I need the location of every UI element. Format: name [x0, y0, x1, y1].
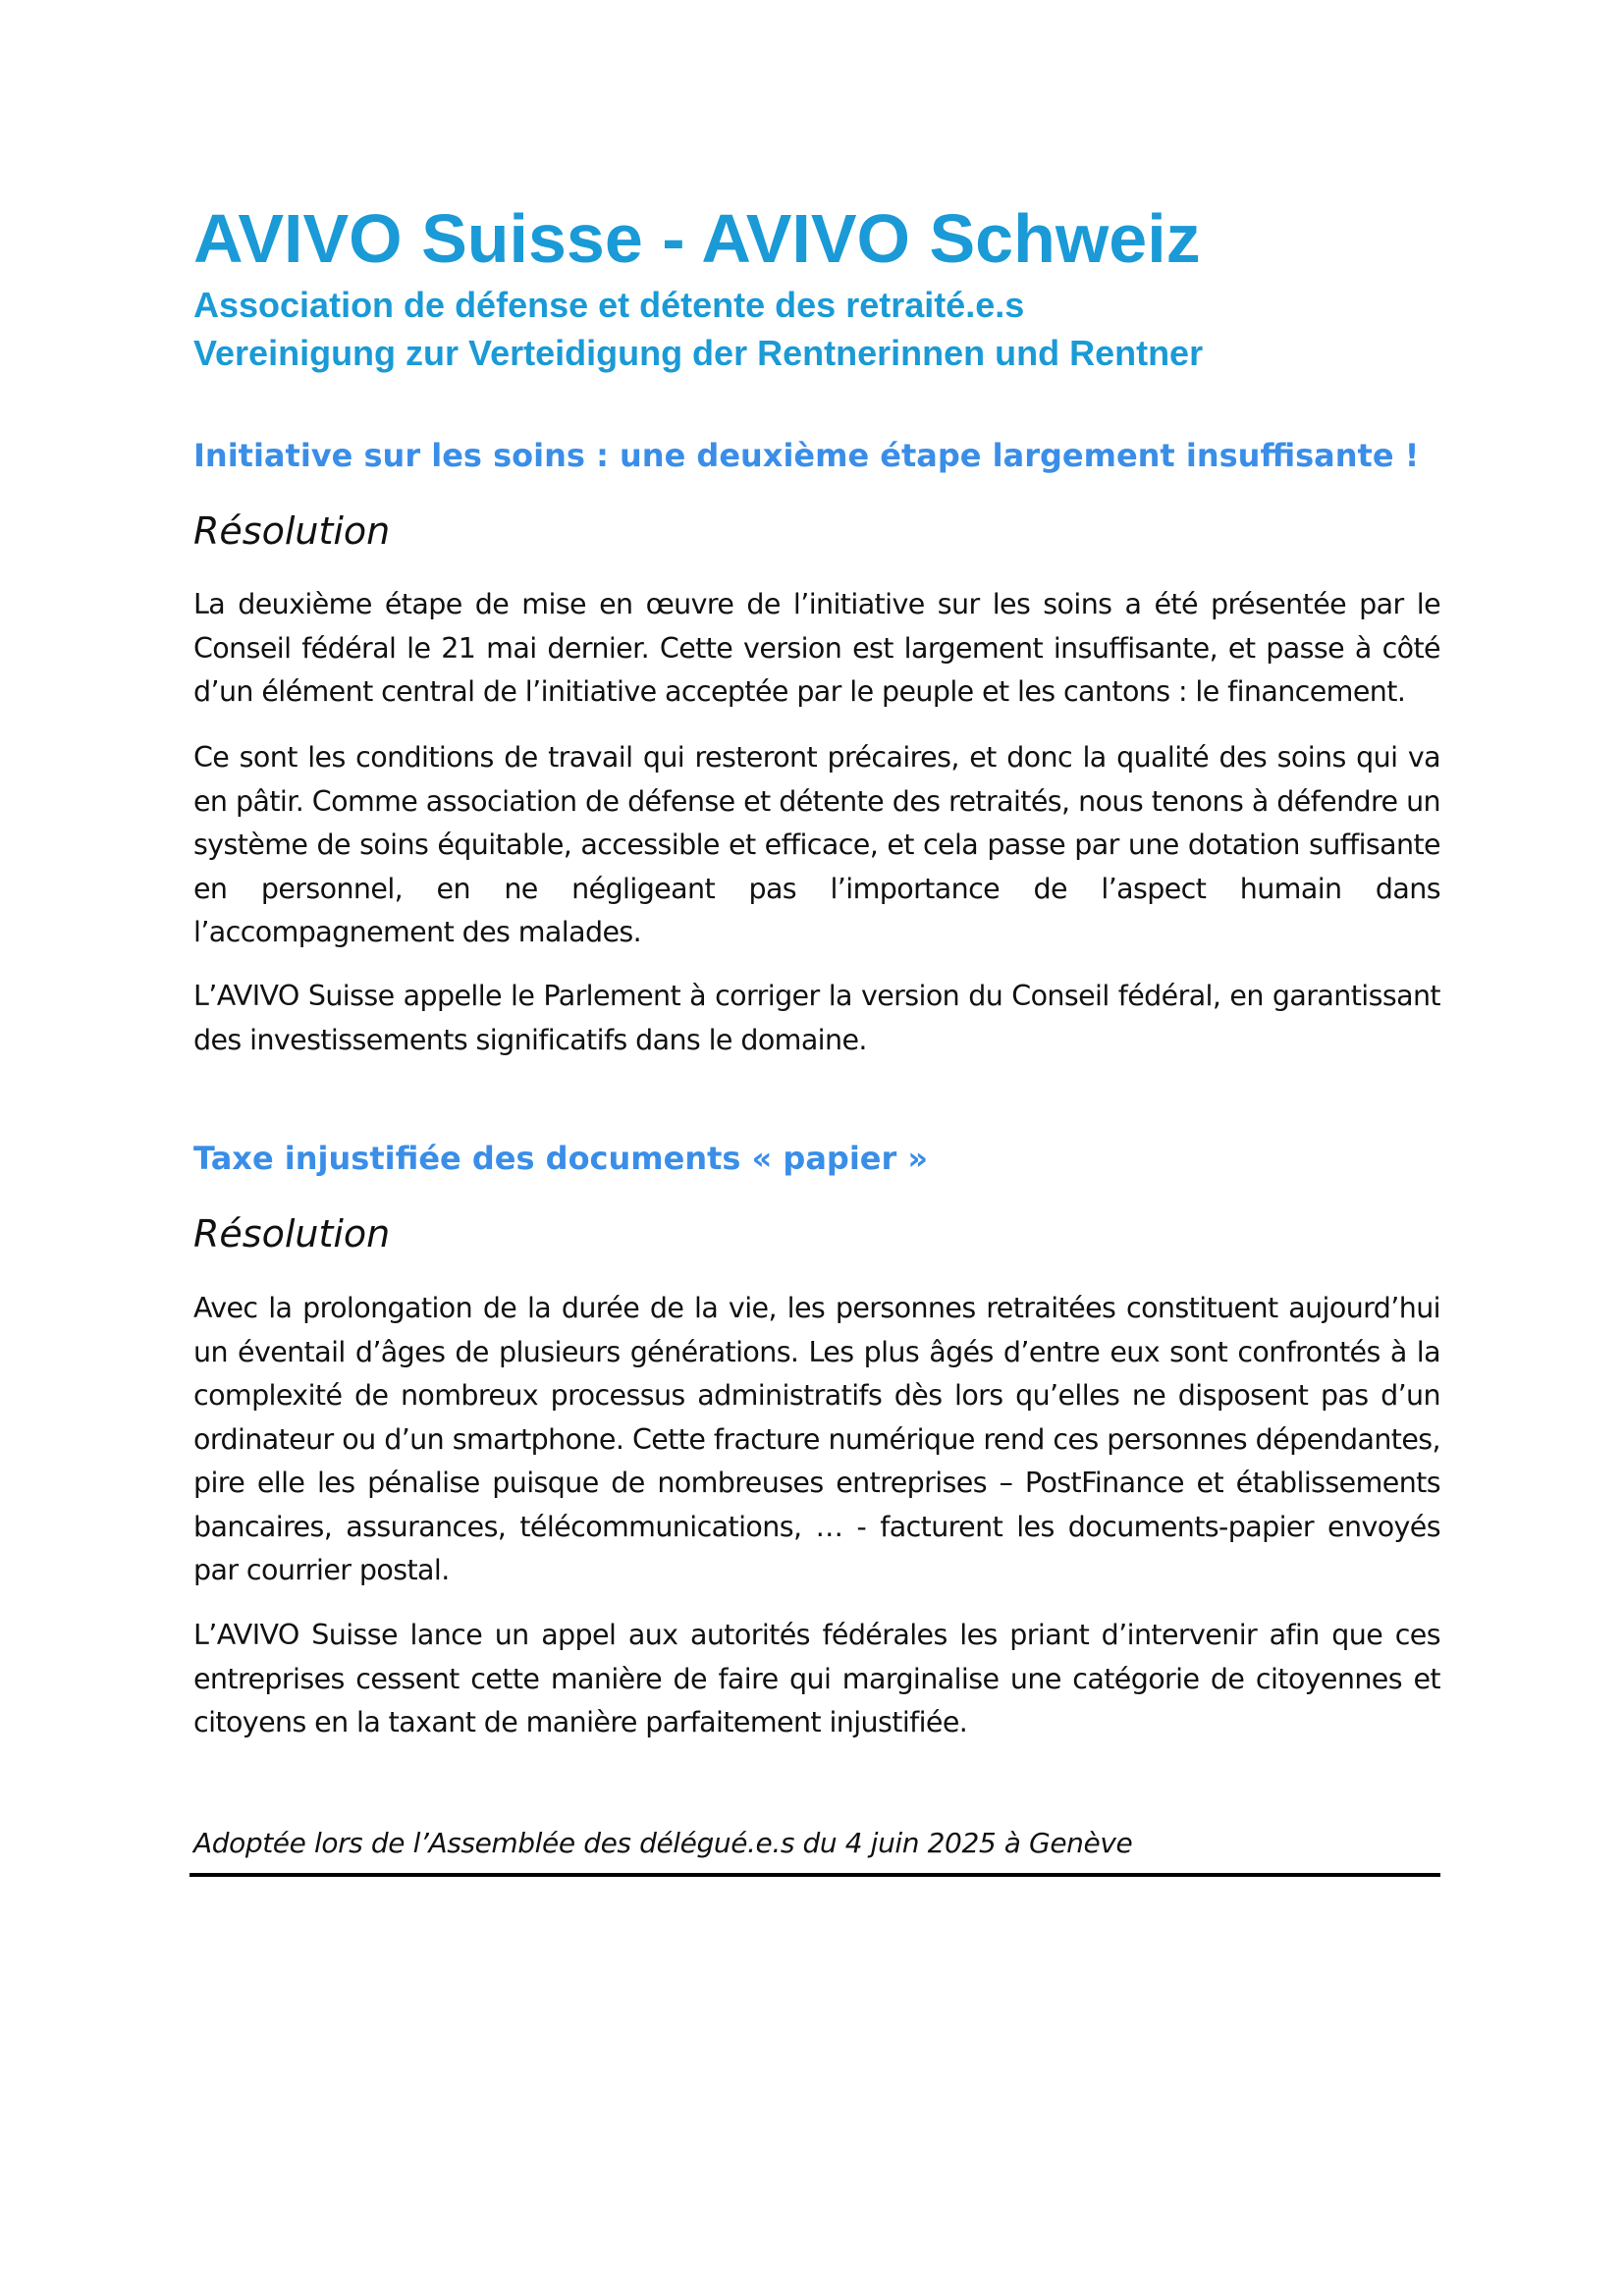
resolution-label: Résolution: [193, 1212, 391, 1255]
resolution-label: Résolution: [193, 509, 391, 553]
paragraph: La deuxième étape de mise en œuvre de l’initiative sur les soins a été présentée par le Conseil fédéral le 21 mai dernier. Cette version est largement insuffisante, et passe à côté d’un élément central de l’initiative acceptée par le peuple et les cantons : le financement.: [193, 588, 1440, 708]
section-heading-paper-fee: Taxe injustifiée des documents « papier »: [193, 1140, 929, 1177]
paragraph: L’AVIVO Suisse appelle le Parlement à corriger la version du Conseil fédéral, en garantissant des investissements significatifs dans le domaine.: [193, 980, 1440, 1056]
section-heading-care-initiative: Initiative sur les soins : une deuxième étape largement insuffisante !: [193, 437, 1420, 474]
paragraph: L’AVIVO Suisse lance un appel aux autorités fédérales les priant d’intervenir afin que ces entreprises cessent cette manière de faire qui marginalise une catégorie de citoyennes et citoyens en la taxant de manière parfaitement injustifiée.: [193, 1619, 1440, 1738]
adoption-note: Adoptée lors de l’Assemblée des délégué.e.s du 4 juin 2025 à Genève: [193, 1827, 1133, 1859]
organization-title: AVIVO Suisse - AVIVO Schweiz: [193, 200, 1201, 277]
paragraph: Avec la prolongation de la durée de la vie, les personnes retraitées constituent aujourd’hui un éventail d’âges de plusieurs générations. Les plus âgés d’entre eux sont confrontés à la complexité de nombreux processus administratifs dès lors qu’elles ne disposent pas d’un ordinateur ou d’un smartphone. Cette fracture numérique rend ces personnes dépendantes, pire elle les pénalise puisque de nombreuses entreprises – PostFinance et établissements bancaires, assurances, télécommunications, … - facturent les documents-papier envoyés par courrier postal.: [193, 1292, 1440, 1586]
footer-divider: [189, 1873, 1440, 1877]
organization-subtitle-german: Vereinigung zur Verteidigung der Rentnerinnen und Rentner: [193, 333, 1204, 373]
paragraph: Ce sont les conditions de travail qui resteront précaires, et donc la qualité des soins qui va en pâtir. Comme association de défense et détente des retraités, nous tenons à défendre un système de soins équitable, accessible et efficace, et cela passe par une dotation suffisante en personnel, en ne négligeant pas l’importance de l’aspect humain dans l’accompagnement des malades.: [193, 741, 1440, 948]
organization-subtitle-french: Association de défense et détente des retraité.e.s: [193, 285, 1025, 325]
